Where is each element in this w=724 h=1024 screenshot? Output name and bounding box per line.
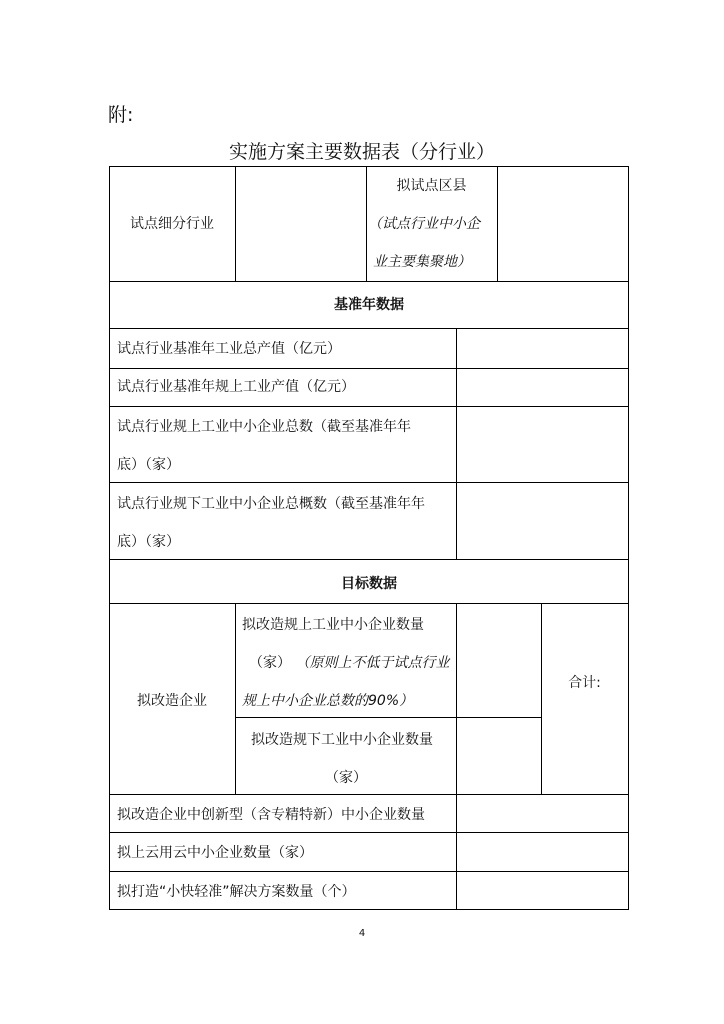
target-above-scale-line3: 规上中小企业总数的90%） [242,693,414,709]
target-value-below-scale[interactable] [457,718,541,794]
target-below-scale-line2: （家） [325,770,367,786]
target-value-solutions[interactable] [457,872,628,909]
target-section-title: 目标数据 [341,576,397,592]
baseline-row-above-scale-count-line2: 底）（家） [117,457,180,473]
target-row-solutions: 拟打造“小快轻准”解决方案数量（个） [117,884,356,900]
target-below-scale-line1: 拟改造规下工业中小企业数量 [251,732,433,748]
baseline-value-above-scale-count[interactable] [457,407,628,482]
target-group-label: 拟改造企业 [137,693,207,709]
target-row-innovative-sme: 拟改造企业中创新型（含专精特新）中小企业数量 [117,807,425,823]
district-label-line1: 拟试点区县 [396,178,467,194]
subindustry-label: 试点细分行业 [130,216,214,232]
target-above-scale-note: （原则上不低于试点行业 [295,655,450,671]
target-value-cloud-sme[interactable] [457,833,628,871]
baseline-value-total-output[interactable] [457,329,628,368]
baseline-row-below-scale-count-line2: 底）（家） [117,534,180,550]
baseline-value-above-scale-output[interactable] [457,369,628,406]
page-number: 4 [358,928,366,939]
district-value-cell[interactable] [498,167,628,281]
table-title: 实施方案主要数据表（分行业） [228,141,495,163]
baseline-section-title: 基准年数据 [334,297,404,313]
baseline-row-total-output: 试点行业基准年工业总产值（亿元） [117,341,341,357]
target-above-scale-line1: 拟改造规上工业中小企业数量 [242,617,424,633]
subindustry-value-cell[interactable] [236,167,366,281]
district-label-line2: （试点行业中小企 [368,216,480,232]
target-total-label: 合计: [568,675,601,691]
district-label-line3: 业主要集聚地） [373,254,471,270]
baseline-row-above-scale-count-line1: 试点行业规上工业中小企业总数（截至基准年年 [117,419,411,435]
target-above-scale-unit: （家） [249,655,291,671]
target-value-innovative-sme[interactable] [457,795,628,832]
target-value-above-scale[interactable] [457,604,541,717]
target-row-cloud-sme: 拟上云用云中小企业数量（家） [117,845,313,861]
baseline-row-below-scale-count-line1: 试点行业规下工业中小企业总概数（截至基准年年 [117,496,425,512]
attachment-label: 附: [108,104,134,126]
baseline-value-below-scale-count[interactable] [457,483,628,559]
target-above-scale-line2 [249,644,456,682]
baseline-row-above-scale-output: 试点行业基准年规上工业产值（亿元） [117,379,355,395]
